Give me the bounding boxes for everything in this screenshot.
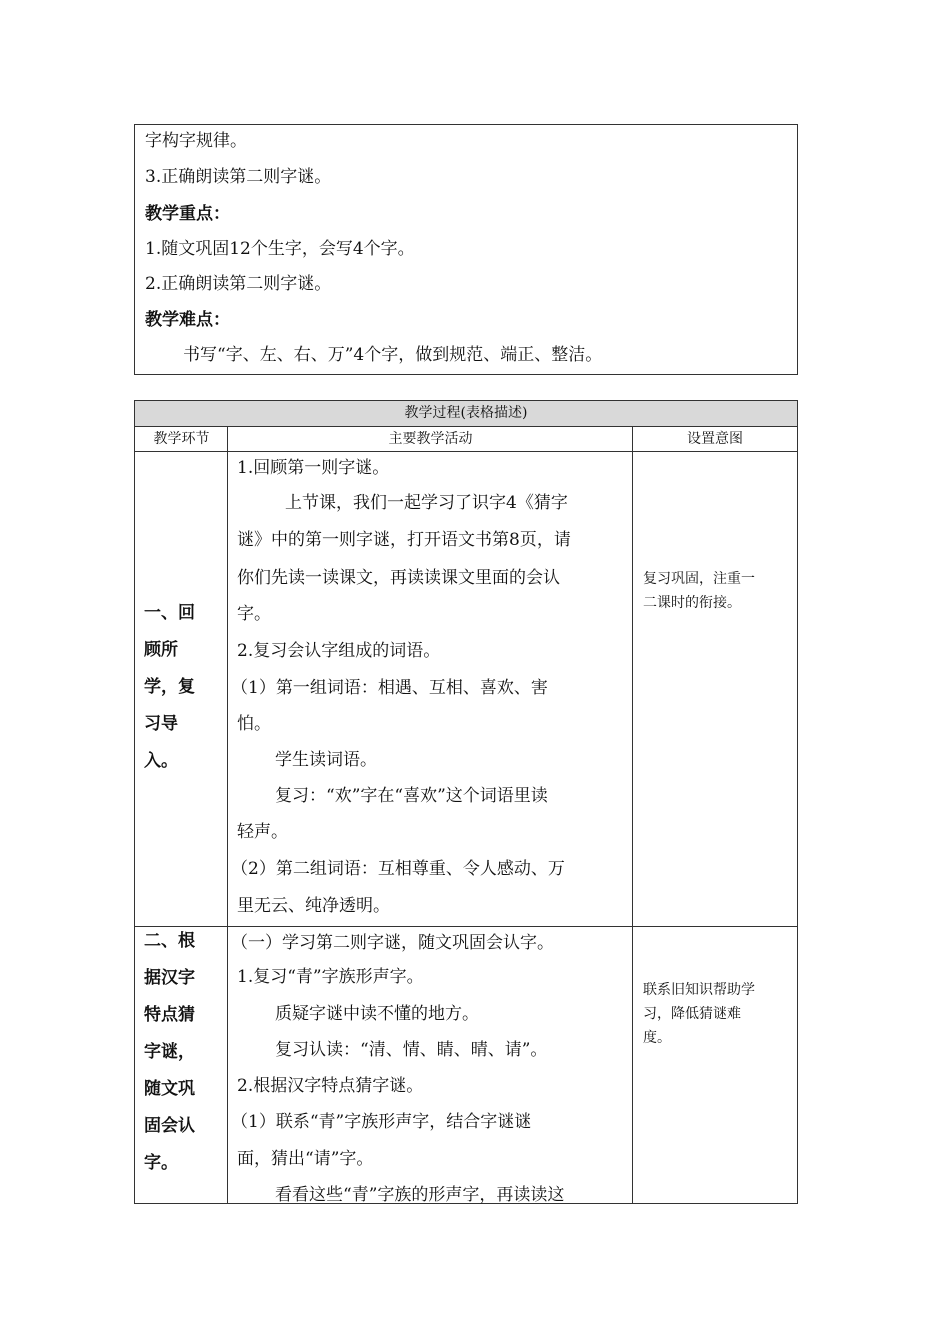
column-header-activity: 主要教学活动: [228, 427, 633, 452]
key-point-1: 1.随文巩固12个生字，会写4个字。: [145, 239, 415, 259]
activity-line: 谜》中的第一则字谜，打开语文书第8页，请: [237, 530, 571, 550]
intent-cell: [643, 978, 788, 1050]
activity-line: 字。: [237, 604, 271, 624]
activity-line: 面，猜出“请”字。: [237, 1149, 374, 1169]
activity-line: 上节课，我们一起学习了识字4《猜字: [285, 493, 568, 513]
difficulty-1: 书写“字、左、右、万”4个字，做到规范、端正、整洁。: [183, 345, 603, 365]
activity-line: 复习：“欢”字在“喜欢”这个词语里读: [275, 786, 548, 806]
activity-line: 你们先读一读课文，再读读课文里面的会认: [237, 568, 560, 588]
column-header-stage: 教学环节: [135, 427, 228, 452]
intent-line: 二课时的衔接。: [643, 595, 741, 611]
activity-line: 学生读词语。: [275, 750, 377, 770]
activity-line: 1.回顾第一则字谜。: [237, 458, 390, 478]
objective-3: 3.正确朗读第二则字谜。: [145, 167, 332, 187]
column-header-intent: 设置意图: [633, 427, 797, 452]
intent-line: 复习巩固，注重一: [643, 571, 755, 587]
intent-cell: [643, 567, 788, 615]
intent-line: 习，降低猜谜难: [643, 1006, 741, 1022]
activity-line: （1）第一组词语：相遇、互相、喜欢、害: [231, 678, 548, 698]
stage-line: 字谜，: [144, 1042, 195, 1062]
activity-line: （1）联系“青”字族形声字，结合字谜谜: [231, 1112, 532, 1132]
grid-line: [227, 427, 228, 1203]
stage-line: 一、回: [144, 603, 195, 623]
activity-line: 2.复习会认字组成的词语。: [237, 641, 441, 661]
process-table: [134, 400, 798, 1204]
stage-line: 顾所: [144, 640, 178, 660]
stage-line: 入。: [144, 751, 178, 771]
difficulty-heading: 教学难点：: [145, 310, 230, 330]
activity-line: 怕。: [237, 714, 271, 734]
stage-line: 学，复: [144, 677, 195, 697]
stage-line: 特点猜: [144, 1005, 195, 1025]
objective-line-continuation: 字构字规律。: [145, 131, 247, 151]
stage-line: 固会认: [144, 1116, 195, 1136]
intent-line: 联系旧知识帮助学: [643, 982, 755, 998]
table-title: 教学过程(表格描述): [135, 401, 797, 427]
stage-line: 据汉字: [144, 968, 195, 988]
intent-line: 度。: [643, 1030, 671, 1046]
activity-line: 2.根据汉字特点猜字谜。: [237, 1076, 424, 1096]
activity-line: 里无云、纯净透明。: [237, 896, 390, 916]
activity-line: （2）第二组词语：互相尊重、令人感动、万: [231, 859, 565, 879]
stage-cell: [144, 923, 214, 1182]
key-points-heading: 教学重点：: [145, 204, 230, 224]
objectives-box: [134, 124, 798, 375]
activity-line: 1.复习“青”字族形声字。: [237, 967, 424, 987]
activity-line: 质疑字谜中读不懂的地方。: [275, 1004, 479, 1024]
key-point-2: 2.正确朗读第二则字谜。: [145, 274, 332, 294]
grid-line: [632, 427, 633, 1203]
stage-line: 字。: [144, 1153, 178, 1173]
stage-line: 二、根: [144, 931, 195, 951]
stage-cell: [144, 595, 214, 780]
activity-line: 看看这些“青”字族的形声字，再读读这: [275, 1185, 565, 1205]
activity-line: （一）学习第二则字谜，随文巩固会认字。: [231, 933, 554, 953]
stage-line: 随文巩: [144, 1079, 195, 1099]
row-separator: [135, 926, 797, 927]
activity-line: 轻声。: [237, 822, 288, 842]
activity-line: 复习认读：“清、情、睛、晴、请”。: [275, 1040, 548, 1060]
stage-line: 习导: [144, 714, 178, 734]
